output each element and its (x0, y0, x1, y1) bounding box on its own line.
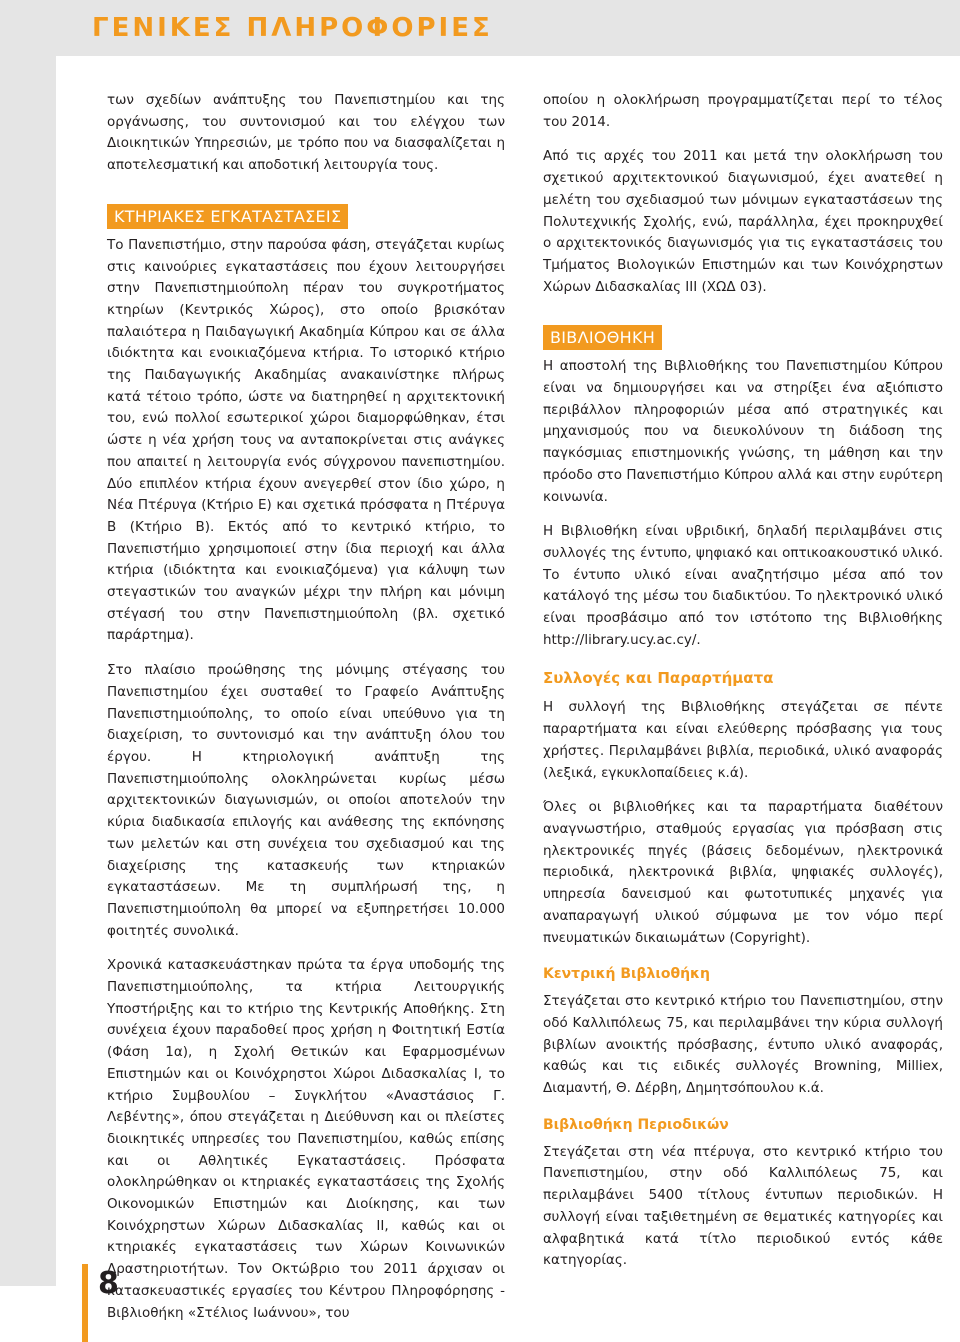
periodicals-library-heading: Βιβλιοθήκη Περιοδικών (543, 1116, 729, 1133)
buildings-paragraph-3: Χρονικά κατασκευάστηκαν πρώτα τα έργα υποδομής της Πανεπιστημιούπολης, τα κτήρια Λειτουργικής Υποστήριξης και το κτήριο της Κεντρικής Αποθήκης. Στη συνέχεια έχουν παραδοθεί προς χρήση η Φοιτητική Εστία (Φάση 1α), η Σχολή Θετικών και Εφαρμοσμένων Επιστημών και οι Κοινόχρηστοι Χώροι Διδασκαλίας Ι, το κτήριο Συμβουλίου – Συγκλήτου «Αναστάσιος Γ. Λεβέντης», όπου στεγάζεται η Διεύθυνση και οι πλείστες διοικητικές υπηρεσίες του Πανεπιστημίου, καθώς επίσης και οι Αθλητικές Εγκαταστάσεις. Πρόσφατα ολοκληρώθηκαν οι κτηριακές εγκαταστάσεις της Σχολής Οικονομικών Επιστημών και Διοίκησης, και των Κοινόχρηστων Χώρων Διδασκαλίας ΙΙ, καθώς και οι κτηριακές εγκαταστάσεις των Χώρων Κοινωνικών Δραστηριοτήτων. Τον Οκτώβριο του 2011 άρχισαν οι κατασκευαστικές εργασίες του Κέντρου Πληροφόρησης - Βιβλιοθήκη «Στέλιος Ιωάννου», του (107, 957, 505, 1321)
competition-paragraph: Από τις αρχές του 2011 και μετά την ολοκλήρωση του σχετικού αρχιτεκτονικού διαγωνισμού, έχει ανατεθεί η μελέτη του σχεδιασμού των μόνιμων εγκαταστάσεων της Πολυτεχνικής Σχολής, ενώ, παράλληλα, έχει προκηρυχθεί ο αρχιτεκτονικός διαγωνισμός για τις εγκαταστάσεις του Τμήματος Βιολογικών Επιστημών και των Κοινόχρηστων Χώρων Διδασκαλίας ΙΙΙ (ΧΩΔ 03). (543, 148, 943, 295)
page-number: 8 (98, 1266, 119, 1301)
right-column (543, 90, 943, 1272)
central-library-heading: Κεντρική Βιβλιοθήκη (543, 966, 710, 983)
section-heading-library: ΒΙΒΛΙΟΘΗΚΗ (543, 325, 662, 350)
left-column (107, 90, 505, 1324)
left-margin-bar (0, 56, 56, 1286)
central-library-paragraph: Στεγάζεται στο κεντρικό κτήριο του Πανεπιστημίου, στην οδό Καλλιπόλεως 75, και περιλαμβάνει την κύρια συλλογή βιβλίων ανοικτής πρόσβασης, έντυπο υλικό αναφοράς, καθώς και τις ειδικές συλλογές Browning, Milliex, Διαμαντή, Θ. Δέρβη, Δημητσόπουλου κ.ά. (543, 993, 943, 1097)
section-heading-buildings: ΚΤΗΡΙΑΚΕΣ ΕΓΚΑΤΑΣΤΑΣΕΙΣ (107, 204, 348, 229)
collections-paragraph-1: Η συλλογή της Βιβλιοθήκης στεγάζεται σε πέντε παραρτήματα και είναι ελεύθερης πρόσβασης για τους χρήστες. Περιλαμβάνει βιβλία, περιοδικά, υλικό αναφοράς (λεξικά, εγκυκλοπαίδειες κ.ά). (543, 699, 943, 781)
page-number-rule (82, 1264, 88, 1342)
continued-paragraph: οποίου η ολοκλήρωση προγραμματίζεται περί το τέλος του 2014. (543, 92, 943, 130)
collections-paragraph-2: Όλες οι βιβλιοθήκες και τα παραρτήματα διαθέτουν αναγνωστήριο, σταθμούς εργασίας για πρόσβαση στις ηλεκτρονικές πηγές (βάσεις δεδομένων, ηλεκτρονικά περιοδικά, ηλεκτρονικά βιβλία, ψηφιακές συλλογές), υπηρεσία δανεισμού και φωτοτυπικές μηχανές για αναπαραγωγή υλικού σύμφωνα με τον νόμο περί πνευματικών δικαιωμάτων (Copyright). (543, 799, 943, 946)
library-paragraph-2: Η Βιβλιοθήκη είναι υβριδική, δηλαδή περιλαμβάνει στις συλλογές της έντυπο, ψηφιακό και οπτικοακουστικό υλικό. Το έντυπο υλικό είναι αναζητήσιμο μέσα από τον κατάλογό της μέσω του διαδικτύου. Το ηλεκτρονικό υλικό είναι προσβάσιμο από τον ιστότοπο της Βιβλιοθήκης http://library.ucy.ac.cy/. (543, 523, 943, 648)
buildings-paragraph-1: Το Πανεπιστήμιο, στην παρούσα φάση, στεγάζεται κυρίως στις καινούριες εγκαταστάσεις που έχουν λειτουργήσει στην Πανεπιστημιούπολη πέραν του συγκροτήματος κτηρίων (Κεντρικός Χώρος), στο οποίο βρισκόταν παλαιότερα η Παιδαγωγική Ακαδημία Κύπρου και σε άλλα ιδιόκτητα και ενοικιαζόμενα κτήρια. Το ιστορικό κτήριο της Παιδαγωγικής Ακαδημίας ανακαινίστηκε πλήρως κατά τέτοιο τρόπο, ώστε να διατηρηθεί η αρχιτεκτονική του, ενώ πολλοί εσωτερικοί χώροι διαμορφώθηκαν, έτσι ώστε η νέα χρήση τους να ανταποκρίνεται στις ανάγκες που απαιτεί η λειτουργία ενός σύγχρονου πανεπιστημίου. Δύο επιπλέον κτήρια έχουν ανεγερθεί στον ίδιο χώρο, η Νέα Πτέρυγα (Κτήριο Ε) και σχετικά πρόσφατα η Πτέρυγα Β (Κτήριο Β). Εκτός από το κεντρικό κτήριο, το Πανεπιστήμιο χρησιμοποιεί στην ίδια περιοχή και άλλα κτήρια (ιδιόκτητα και ενοικιαζόμενα) για κάλυψη των στεγαστικών του αναγκών μέχρι την πλήρη και μόνιμη στέγασή του στην Πανεπιστημιούπολη (βλ. σχετικό παράρτημα). (107, 236, 505, 644)
page-title: ΓΕΝΙΚΕΣ ΠΛΗΡΟΦΟΡΙΕΣ (92, 13, 493, 43)
periodicals-library-paragraph: Στεγάζεται στη νέα πτέρυγα, στο κεντρικό κτήριο του Πανεπιστημίου, στην οδό Καλλιπόλεως 75, και περιλαμβάνει 5400 τίτλους έντυπων περιοδικών. Η συλλογή είναι ταξιθετημένη σε θεματικές κατηγορίες και αλφαβητικά κατά τίτλο περιοδικού εντός κάθε κατηγορίας. (543, 1143, 943, 1269)
buildings-paragraph-2: Στο πλαίσιο προώθησης της μόνιμης στέγασης του Πανεπιστημίου έχει συσταθεί το Γραφείο Ανάπτυξης Πανεπιστημιούπολης, το οποίο είναι υπεύθυνο για τη διαχείριση, το συντονισμό και την ανάπτυξη όλου του έργου. Η κτηριολογική ανάπτυξη της Πανεπιστημιούπολης ολοκληρώνεται κυρίως μέσω αρχιτεκτονικών διαγωνισμών, οι οποίοι αποτελούν την κύρια διαδικασία επιλογής και ανάθεσης της εκπόνησης των μελετών και στη συνέχεια του σχεδιασμού και της διαχείρισης της κατασκευής των κτηριακών εγκαταστάσεων. Με τη συμπλήρωσή της, η Πανεπιστημιούπολη θα μπορεί να εξυπηρετήσει 10.000 φοιτητές συνολικά. (107, 662, 505, 939)
collections-heading: Συλλογές και Παραρτήματα (543, 669, 774, 688)
library-paragraph-1: Η αποστολή της Βιβλιοθήκης του Πανεπιστημίου Κύπρου είναι να δημιουργήσει και να στηρίξει ένα αξιόπιστο περιβάλλον πληροφοριών μέσα από στρατηγικές και μηχανισμούς που να διευκολύνουν τη διάδοση της παγκόσμιας επιστημονικής γνώσης, τη μάθηση και την πρόοδο στο Πανεπιστήμιο Κύπρου αλλά και στην ευρύτερη κοινωνία. (543, 358, 943, 505)
intro-continued-paragraph: των σχεδίων ανάπτυξης του Πανεπιστημίου και της οργάνωσης, του συντονισμού και του ελέγχου των Διοικητικών Υπηρεσιών, με τρόπο που να διασφαλίζεται η αποτελεσματική και αποδοτική λειτουργία τους. (107, 92, 505, 174)
